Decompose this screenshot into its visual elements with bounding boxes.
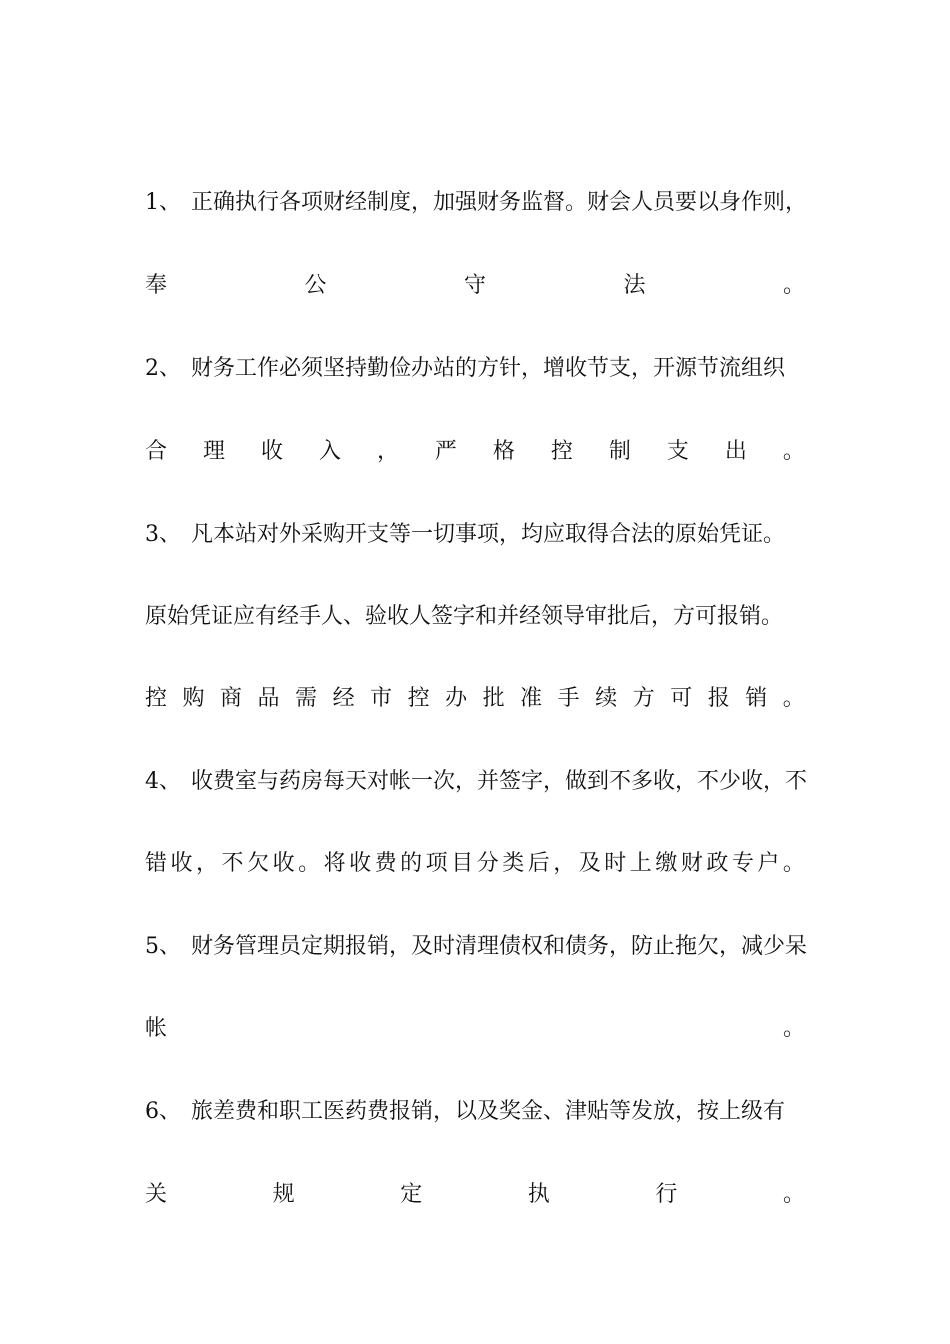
- justified-char: 公: [304, 273, 327, 298]
- item-4-text: 收费室与药房每天对帐一次，并签字，做到不多收，不少收，不: [191, 769, 808, 794]
- justified-char: 错: [145, 851, 168, 876]
- item-5-number: 5、: [145, 934, 181, 959]
- justified-char: 规: [272, 1182, 295, 1207]
- justified-char: 品: [257, 686, 280, 711]
- justified-char: 守: [463, 273, 486, 298]
- item-1-text: 正确执行各项财经制度，加强财务监督。财会人员要以身作则，: [191, 190, 808, 215]
- justified-char: 理: [202, 439, 225, 464]
- justified-char: 定: [400, 1182, 423, 1207]
- justified-char: 执: [527, 1182, 550, 1207]
- justified-char: 缴: [655, 851, 678, 876]
- justified-char: 。: [782, 1016, 805, 1041]
- item-2-line-1: [145, 349, 805, 389]
- justified-char: 支: [666, 439, 689, 464]
- item-1-number: 1、: [145, 190, 181, 215]
- justified-char: 手: [557, 686, 580, 711]
- justified-char: 政: [706, 851, 729, 876]
- justified-char: 。: [298, 851, 321, 876]
- item-3-number: 3、: [145, 522, 181, 547]
- justified-char: 的: [400, 851, 423, 876]
- justified-char: 方: [632, 686, 655, 711]
- item-3-text: 凡本站对外采购开支等一切事项，均应取得合法的原始凭证。: [191, 522, 786, 547]
- item-4-line-1: [145, 762, 808, 802]
- justified-char: 行: [655, 1182, 678, 1207]
- justified-char: 分: [476, 851, 499, 876]
- justified-char: 及: [578, 851, 601, 876]
- justified-char: 合: [145, 439, 168, 464]
- justified-char: 可: [670, 686, 693, 711]
- item-3-line-3: [145, 679, 805, 719]
- item-6-number: 6、: [145, 1099, 181, 1124]
- justified-char: ，: [376, 439, 399, 464]
- item-6-text: 旅差费和职工医药费报销，以及奖金、津贴等发放，按上级有: [191, 1099, 786, 1124]
- item-3-text-2: 原始凭证应有经手人、验收人签字和并经领导审批后，方可报销。: [145, 604, 784, 629]
- justified-char: 办: [445, 686, 468, 711]
- item-5-text: 财务管理员定期报销，及时清理债权和债务，防止拖欠，减少呆: [191, 934, 808, 959]
- item-3-line-1: [145, 515, 805, 555]
- justified-char: 收: [260, 439, 283, 464]
- justified-char: 出: [724, 439, 747, 464]
- item-3-line-2: [145, 597, 805, 637]
- item-4-line-2: [145, 844, 805, 884]
- justified-char: 时: [604, 851, 627, 876]
- justified-char: 控: [550, 439, 573, 464]
- justified-char: 收: [170, 851, 193, 876]
- justified-char: 。: [782, 273, 805, 298]
- justified-char: 。: [782, 686, 805, 711]
- item-2-text: 财务工作必须坚持勤俭办站的方针，增收节支，开源节流组织: [191, 356, 786, 381]
- justified-char: 上: [629, 851, 652, 876]
- item-2-number: 2、: [145, 356, 181, 381]
- item-2-line-2: [145, 432, 805, 472]
- justified-char: 格: [492, 439, 515, 464]
- justified-char: 费: [374, 851, 397, 876]
- justified-char: 关: [145, 1182, 168, 1207]
- justified-char: 报: [707, 686, 730, 711]
- item-6-line-1: [145, 1092, 805, 1132]
- item-5-line-2: [145, 1009, 805, 1049]
- justified-char: 制: [608, 439, 631, 464]
- justified-char: 控: [145, 686, 168, 711]
- justified-char: 项: [425, 851, 448, 876]
- justified-char: ，: [196, 851, 219, 876]
- justified-char: 类: [502, 851, 525, 876]
- justified-char: 严: [434, 439, 457, 464]
- justified-char: 商: [220, 686, 243, 711]
- justified-char: 奉: [145, 273, 168, 298]
- justified-char: 需: [295, 686, 318, 711]
- item-4-number: 4、: [145, 769, 181, 794]
- justified-char: 收: [272, 851, 295, 876]
- justified-char: 财: [680, 851, 703, 876]
- justified-char: 续: [595, 686, 618, 711]
- item-1-line-1: [145, 183, 808, 223]
- justified-char: 法: [623, 273, 646, 298]
- justified-char: 批: [482, 686, 505, 711]
- justified-char: 目: [451, 851, 474, 876]
- justified-char: 市: [370, 686, 393, 711]
- justified-char: 经: [332, 686, 355, 711]
- justified-char: 销: [745, 686, 768, 711]
- justified-char: 后: [527, 851, 550, 876]
- justified-char: 收: [349, 851, 372, 876]
- justified-char: 户: [757, 851, 780, 876]
- justified-char: 欠: [247, 851, 270, 876]
- justified-char: 专: [731, 851, 754, 876]
- justified-char: 购: [182, 686, 205, 711]
- item-5-line-1: [145, 927, 808, 967]
- justified-char: 不: [221, 851, 244, 876]
- justified-char: 将: [323, 851, 346, 876]
- justified-char: 控: [407, 686, 430, 711]
- justified-char: ，: [553, 851, 576, 876]
- justified-char: 。: [782, 439, 805, 464]
- item-1-line-2: [145, 266, 805, 306]
- justified-char: 准: [520, 686, 543, 711]
- justified-char: 。: [782, 851, 805, 876]
- justified-char: 入: [318, 439, 341, 464]
- item-6-line-2: [145, 1175, 805, 1215]
- justified-char: 帐: [145, 1016, 168, 1041]
- justified-char: 。: [782, 1182, 805, 1207]
